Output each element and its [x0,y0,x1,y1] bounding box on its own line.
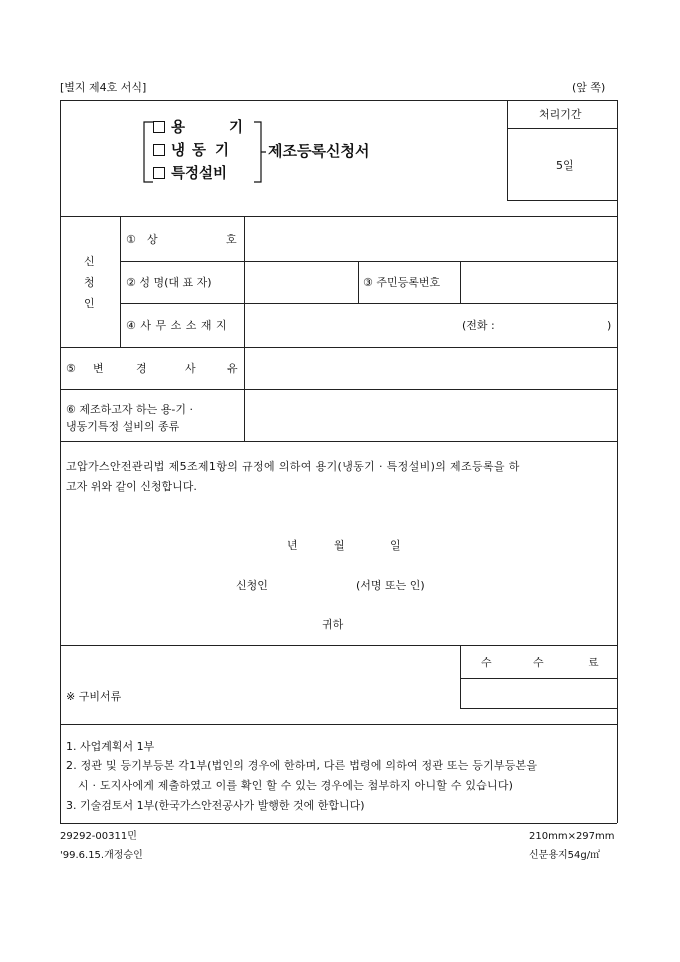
fee-field[interactable] [466,682,611,704]
trade-name-label-2: 호 [226,233,237,246]
option-special-equipment-label: 특정설비 [171,165,228,182]
phone-close: ) [607,319,612,332]
change-reason-char-3: 사 [185,362,196,375]
title-section-bottom [60,216,617,217]
form-top-border [60,100,617,101]
form-code: 29292-00311민 [60,831,137,842]
required-document-3: 3. 기술검토서 1부(한국가스안전공사가 발행한 것에 한합니다) [66,799,365,812]
fee-label-char-3: 료 [588,656,599,669]
signature-hint: (서명 또는 인) [356,579,425,592]
change-reason-char-1: 변 [93,362,104,375]
representative-name-label: ② 성 명(대 표 자) [126,276,212,289]
form-bottom-border [60,823,617,824]
required-documents-title: ※ 구비서류 [66,690,122,703]
option-refrigerator-char2: 기 [215,142,230,159]
recipient-label: 귀하 [322,618,344,631]
revision-approval: '99.6.15.개정승인 [60,850,143,861]
required-document-2-cont: 시 · 도지사에게 제출하였고 이를 확인 할 수 있는 경우에는 첨부하지 아니할 수 있습니다) [78,779,514,792]
resident-number-field[interactable] [466,267,611,297]
checkbox-refrigerator[interactable] [153,144,165,156]
paper-type: 신문용지54g/㎡ [529,850,601,861]
page-side-label: (앞 쪽) [572,81,606,94]
equipment-types-field[interactable] [250,394,610,436]
required-document-2: 2. 정관 및 등기부등본 각1부(법인의 경우에 한하며, 다른 법령에 의하여 정관 또는 등기부등본을 [66,759,538,772]
option-refrigerator-char1: 냉동 [171,142,214,159]
option-container-char2: 기 [229,119,244,136]
trade-name-field[interactable] [250,222,610,254]
declaration-line2: 고자 위와 같이 신청합니다. [66,480,197,493]
change-reason-field[interactable] [250,352,610,384]
option-refrigerator [153,144,229,159]
required-document-1: 1. 사업계획서 1부 [66,740,155,753]
option-container-char1: 용 [171,119,186,136]
date-month: 월 [334,539,345,552]
change-reason-num: ⑤ [66,362,76,375]
checkbox-container[interactable] [153,121,165,133]
change-reason-char-2: 경 [136,362,147,375]
date-year: 년 [287,539,298,552]
signature-applicant-label: 신청인 [236,579,268,592]
applicant-label-3: 인 [84,297,95,310]
resident-number-label: ③ 주민등록번호 [363,276,441,289]
declaration-line1: 고압가스안전관리법 제5조제1항의 규정에 의하여 용기(냉동기 · 특정설비)의 제조등록을 하 [66,460,520,473]
applicant-label-2: 청 [84,276,95,289]
change-reason-char-4: 유 [227,362,238,375]
form-main-title: 제조등록신청서 [268,142,370,160]
option-container [153,121,243,136]
paper-size: 210mm×297mm [529,831,615,842]
applicant-label-1: 신 [84,255,95,268]
representative-name-field[interactable] [250,267,350,297]
processing-period-label: 처리기간 [539,108,582,121]
option-special-equipment [153,167,227,182]
equipment-types-label-line2: 냉동기특정 설비의 종류 [66,420,180,433]
fee-label-char-1: 수 [481,656,492,669]
processing-period-value: 5일 [556,159,574,172]
form-number: [별지 제4호 서식] [60,81,147,94]
phone-label: (전화 : [462,319,495,332]
office-address-field[interactable] [250,309,450,341]
trade-name-num: ① [126,233,136,246]
equipment-types-label-line1: ⑥ 제조하고자 하는 용-기 · [66,403,193,416]
trade-name-label-1: 상 [147,233,158,246]
checkbox-special-equipment[interactable] [153,167,165,179]
fee-label-char-2: 수 [533,656,544,669]
office-address-label: ④ 사 무 소 소 재 지 [126,319,228,332]
right-bracket [253,120,267,184]
form-left-border [60,100,61,823]
date-day: 일 [390,539,401,552]
form-right-border [617,100,618,823]
